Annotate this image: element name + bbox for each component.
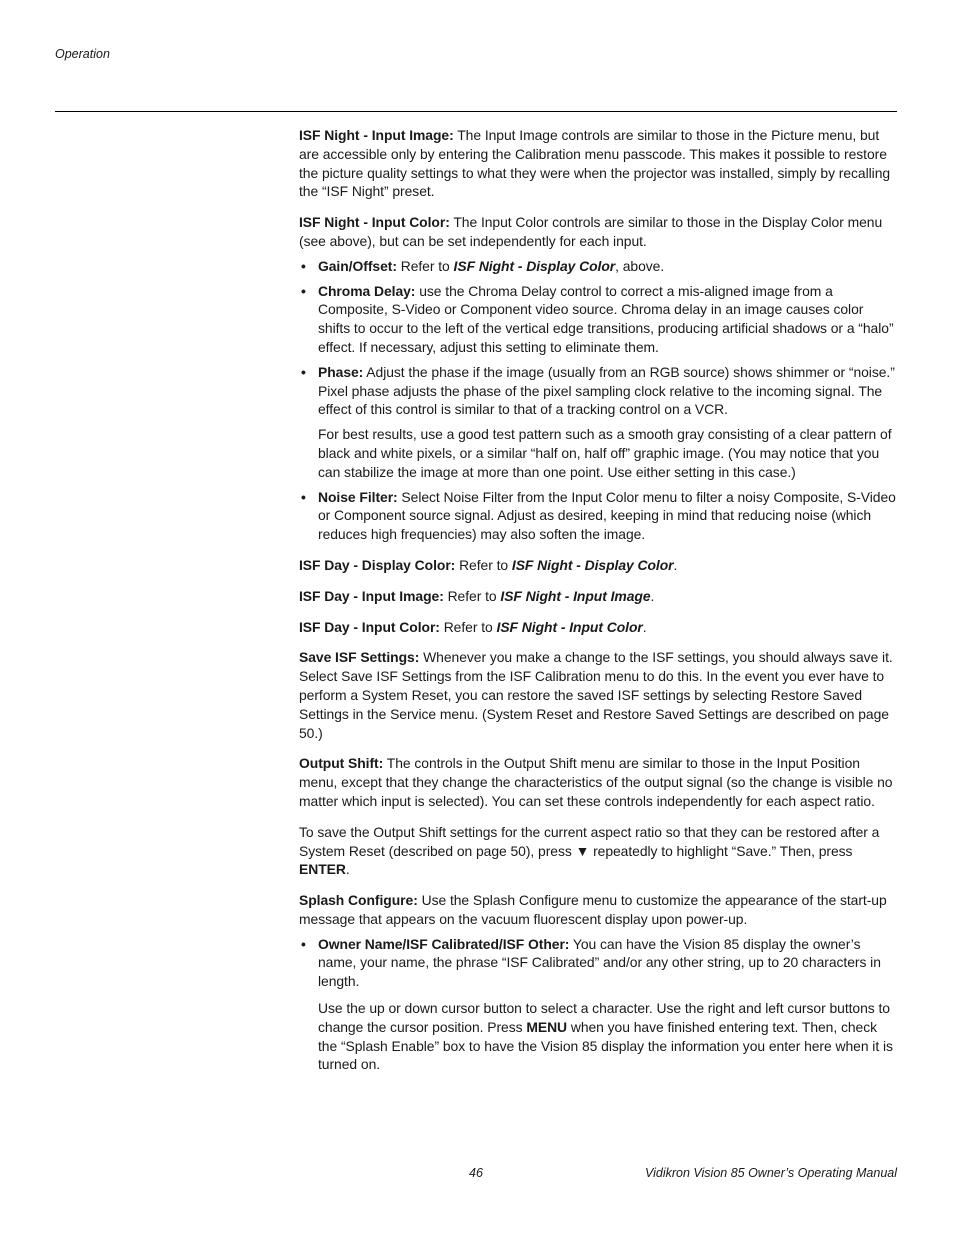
output-shift-paragraph bbox=[299, 754, 897, 810]
term: Gain/Offset: bbox=[318, 257, 397, 274]
isf-day-input-image-paragraph bbox=[299, 587, 897, 606]
body-text: . bbox=[650, 587, 655, 604]
term: ISF Day - Display Color: bbox=[299, 556, 456, 573]
input-color-bullet-list bbox=[299, 257, 897, 419]
key-label: MENU bbox=[526, 1018, 568, 1035]
body-text: Adjust the phase if the image (usually from an RGB source) shows shimmer or “noise.” Pixel phase adjusts the phase of the pixel sampling clock relative to the incoming signal. The effect of this control is similar to that of a tracking control on a VCR. bbox=[318, 363, 895, 418]
isf-night-input-image-paragraph bbox=[299, 126, 897, 201]
input-color-bullet-list-continued bbox=[299, 488, 897, 544]
isf-night-input-color-paragraph bbox=[299, 213, 897, 251]
splash-configure-paragraph bbox=[299, 891, 897, 929]
isf-day-display-color-paragraph bbox=[299, 556, 897, 575]
cross-reference: ISF Night - Input Color bbox=[496, 618, 643, 635]
body-text: The Input Image controls are similar to those in the Picture menu, but are accessible only by entering the Calibration menu passcode. This makes it possible to restore the picture quality settings to what they were when the projector was installed, simply by recalling the “ISF Night” preset. bbox=[299, 127, 891, 200]
bullet-phase bbox=[299, 363, 897, 419]
term: ISF Night - Input Image: bbox=[299, 127, 454, 143]
term: ISF Night - Input Color: bbox=[299, 214, 450, 231]
body-text: Whenever you make a change to the ISF settings, you should always save it. Select Save ISF Settings from the ISF Calibration menu to do this. In the event you ever have to perform a System Reset, you can restore the saved ISF settings by selecting Restore Saved Settings in the Service menu. (System Reset and Restore Saved Settings are described on page 50.) bbox=[299, 649, 893, 741]
bullet-chroma-delay bbox=[299, 282, 897, 357]
body-text: . bbox=[642, 618, 647, 635]
term: Output Shift: bbox=[299, 755, 384, 772]
cross-reference: ISF Night - Input Image bbox=[500, 587, 651, 604]
save-isf-settings-paragraph bbox=[299, 648, 897, 742]
term: Chroma Delay: bbox=[318, 282, 416, 299]
body-text: You can have the Vision 85 display the owner’s name, your name, the phrase “ISF Calibrated” and/or any other string, up to 20 characters in length. bbox=[318, 935, 881, 990]
term: ISF Day - Input Image: bbox=[299, 587, 444, 604]
header-divider bbox=[55, 111, 897, 112]
body-text: Use the up or down cursor button to select a character. Use the right and left cursor buttons to change the cursor position. Press bbox=[318, 1000, 890, 1035]
splash-bullet-list bbox=[299, 935, 897, 991]
manual-title: Vidikron Vision 85 Owner’s Operating Manual bbox=[645, 1166, 897, 1180]
isf-day-input-color-paragraph bbox=[299, 618, 897, 637]
term: ISF Day - Input Color: bbox=[299, 618, 440, 635]
term: Save ISF Settings: bbox=[299, 649, 420, 666]
bullet-gain-offset bbox=[299, 257, 897, 276]
body-text: . bbox=[673, 556, 678, 573]
body-text: Refer to bbox=[439, 618, 497, 635]
body-text: To save the Output Shift settings for the current aspect ratio so that they can be restored after a System Reset (described on page 50), press ▼ repeatedly to highlight “Save.” Then, press bbox=[299, 823, 880, 859]
phase-note-paragraph: For best results, use a good test pattern such as a smooth gray consisting of a clear pattern of black and white pixels, or a similar “half on, half off” graphic image. (You may notice that you can stabilize the image at more than one point. Use either setting in this case.) bbox=[318, 426, 892, 480]
body-text: Use the Splash Configure menu to customize the appearance of the start-up message that appears on the vacuum fluorescent display upon power-up. bbox=[299, 892, 887, 927]
term: Owner Name/ISF Calibrated/ISF Other: bbox=[318, 935, 570, 952]
body-text: Refer to bbox=[396, 257, 454, 274]
bullet-noise-filter bbox=[299, 488, 897, 544]
page-number: 46 bbox=[469, 1166, 483, 1180]
body-text: when you have finished entering text. Then, check the “Splash Enable” box to have the Vision 85 display the information you enter here when it is turned on. bbox=[318, 1018, 893, 1073]
body-text: . bbox=[345, 861, 350, 878]
body-text: use the Chroma Delay control to correct a mis-aligned image from a Composite, S-Video or Component video source. Chroma delay in an image causes color shifts to occur to the left of the vertical edge transitions, producing artificial shadows or a “halo” effect. If necessary, adjust this setting to eliminate them. bbox=[318, 282, 894, 355]
term: Noise Filter: bbox=[318, 488, 398, 505]
cross-reference: ISF Night - Display Color bbox=[453, 257, 616, 274]
body-text: Refer to bbox=[455, 556, 512, 573]
cross-reference: ISF Night - Display Color bbox=[511, 556, 674, 573]
term: Splash Configure: bbox=[299, 892, 418, 909]
body-text: The Input Color controls are similar to those in the Display Color menu (see above), but can be set independently for each input. bbox=[299, 214, 883, 249]
term: Phase: bbox=[318, 363, 364, 380]
key-label: ENTER bbox=[299, 861, 346, 878]
body-text: Select Noise Filter from the Input Color menu to filter a noisy Composite, S-Video or Component source signal. Adjust as desired, keeping in mind that reducing noise (which reduces high frequencies) may also soften the image. bbox=[318, 488, 896, 543]
body-text: , above. bbox=[615, 257, 665, 274]
output-shift-save-paragraph bbox=[299, 823, 897, 879]
page-body bbox=[299, 126, 897, 1080]
bullet-owner-name bbox=[299, 935, 897, 991]
owner-name-note-paragraph bbox=[299, 999, 897, 1074]
body-text: Refer to bbox=[443, 587, 501, 604]
running-header: Operation bbox=[55, 47, 110, 61]
body-text: The controls in the Output Shift menu are similar to those in the Input Position menu, except that they change the characteristics of the output signal (so the change is visible no matter which input is selected). You can set these controls independently for each aspect ratio. bbox=[299, 755, 893, 809]
